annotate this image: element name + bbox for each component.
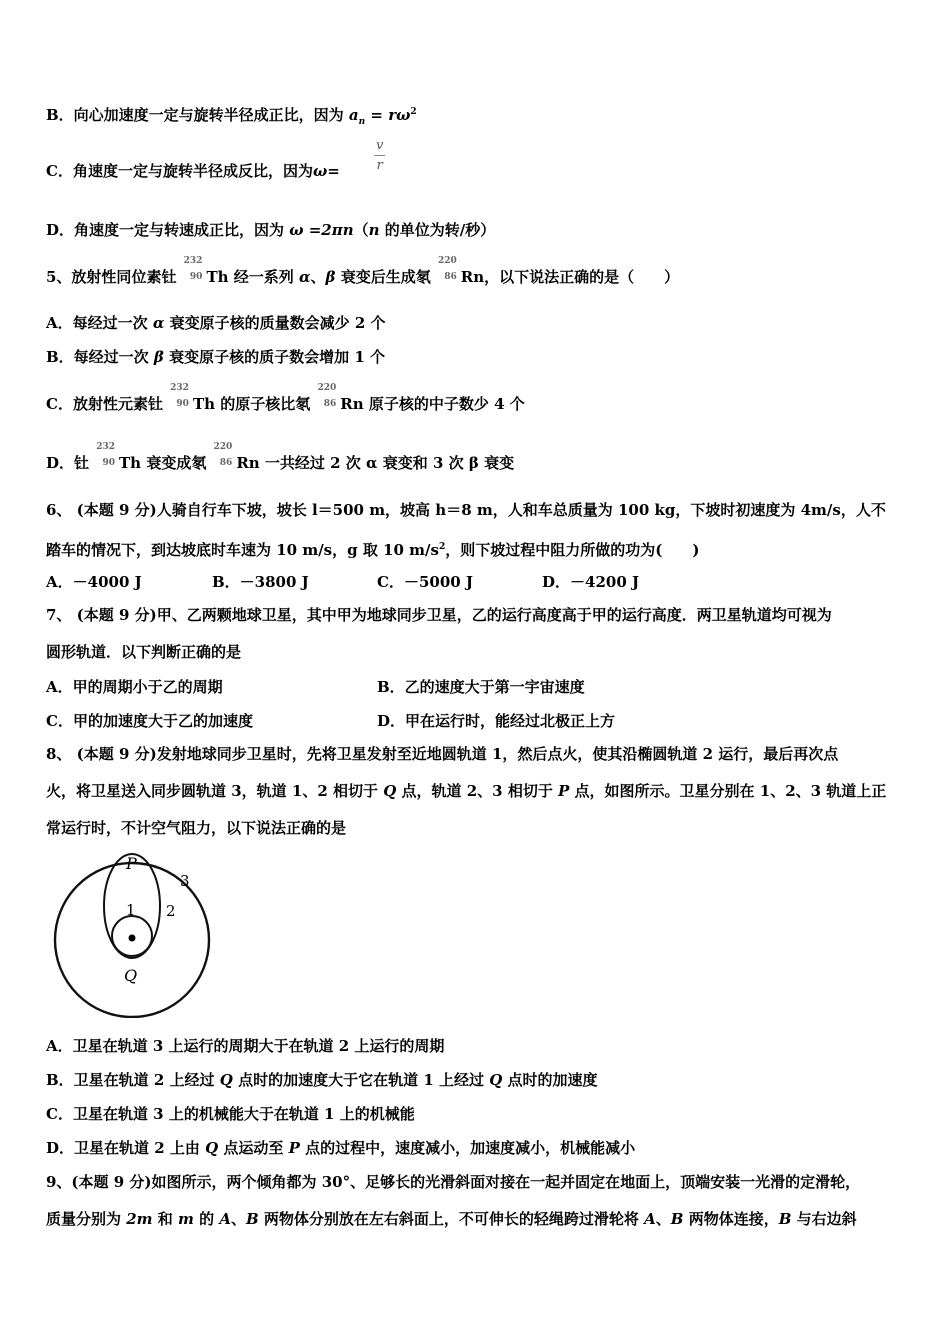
q5-alpha: α [298,268,311,286]
q4-d-text: D．角速度一定与转速成正比，因为 [46,221,290,239]
q8-b-q2: Q [489,1071,503,1089]
q5-d-mid: 衰变成氡 [141,454,207,472]
q4-option-d [46,220,495,240]
q5-b-sym: β [153,348,164,366]
q9-line2d: 、 [230,1210,246,1228]
q6-line2a: 踏车的情况下，到达坡底时车速为 10 m/s，g 取 10 m/s [46,541,439,559]
q4-d-paren: （ [353,221,369,239]
q9-line2 [46,1209,857,1229]
q8-d-pre: D．卫星在轨道 2 上由 [46,1139,206,1157]
q7-line2: 圆形轨道．以下判断正确的是 [46,643,242,661]
th-mass-c: 232 [170,383,189,393]
q6-option-d: D．－4200 J [542,573,640,591]
earth-dot [129,935,136,942]
q4-d-rest: 的单位为转/秒） [379,221,496,239]
q5-a-post: 衰变原子核的质量数会减少 2 个 [164,314,386,332]
q5-c-mid: 的原子核比氡 [215,395,311,413]
q9-b2: B [670,1210,684,1228]
q8-option-b [46,1070,598,1090]
q6-option-c: C．－5000 J [377,573,474,591]
q7-option-b: B．乙的速度大于第一宇宙速度 [377,678,585,696]
label-2: 2 [166,902,176,920]
q8-d-p: P [288,1139,300,1157]
q6-option-b: B．－3800 J [212,573,309,591]
q4-b-a: a [348,106,359,124]
q5-c-post: 原子核的中子数少 4 个 [363,395,525,413]
q5-d-pre: D．钍 [46,454,90,472]
q5-stem [46,256,680,288]
q4-c-frac-den: r [376,158,383,173]
rn-mass: 220 [437,256,457,266]
th-mass: 232 [183,256,203,266]
th-mass-d: 232 [96,442,116,452]
q8-d-q: Q [205,1139,219,1157]
q8-option-c: C．卫星在轨道 3 上的机械能大于在轨道 1 上的机械能 [46,1105,415,1123]
orbit-diagram [46,848,226,1018]
q7-option-a: A．甲的周期小于乙的周期 [46,678,223,696]
q5-stem-c: 衰变后生成氡 [335,268,431,286]
q9-line2e: 两物体分别放在左右斜面上，不可伸长的轻绳跨过滑轮将 [258,1210,645,1228]
rn-mass-d: 220 [213,442,233,452]
q5-option-d [46,442,515,474]
q8-p: P [558,782,570,800]
q4-b-text: B．向心加速度一定与旋转半径成正比，因为 [46,106,349,124]
rn-symbol-c: Rn [340,395,364,413]
q4-b-sub: n [358,117,366,127]
q6-line2 [46,537,699,560]
q9-2m: 2m [126,1210,153,1228]
th-symbol-c: Th [192,395,216,413]
th-isotope-c [163,383,193,415]
q4-d-n: n [368,221,380,239]
q5-stem-d: ，以下说法正确的是（ ） [484,268,680,286]
q8-line3: 常运行时，不计空气阻力，以下说法正确的是 [46,819,347,837]
th-isotope-d [89,442,119,474]
q8-line2b: 点，轨道 2、3 相切于 [396,782,559,800]
q4-b-eq: = [365,106,389,124]
q8-b-post: 点时的加速度 [502,1071,598,1089]
q9-line1: 9、(本题 9 分)如图所示，两个倾角都为 30°、足够长的光滑斜面对接在一起并固定在地面上，顶端安装一光滑的定滑轮， [46,1173,861,1191]
q9-line2a: 质量分别为 [46,1210,127,1228]
q9-a2: A [644,1210,656,1228]
q6-option-a: A．－4000 J [46,573,142,591]
q9-b1: B [245,1210,259,1228]
q6-sup: 2 [438,542,446,552]
label-p: P [126,854,137,873]
q5-b-pre: B．每经过一次 [46,348,154,366]
q8-line2 [46,781,886,801]
q7-line1: 7、 (本题 9 分)甲、乙两颗地球卫星，其中甲为地球同步卫星，乙的运行高度高于甲的运行高度．两卫星轨道均可视为 [46,606,832,624]
q5-a-sym: α [152,314,165,332]
q9-line2c: 的 [193,1210,220,1228]
q7-option-c: C．甲的加速度大于乙的加速度 [46,712,253,730]
th-symbol: Th [206,268,229,286]
rn-num: 86 [444,272,457,282]
rn-isotope-c [310,383,340,415]
q5-option-b [46,347,385,367]
q5-sep: 、 [310,268,326,286]
th-symbol-d: Th [119,454,142,472]
q8-line1: 8、 (本题 9 分)发射地球同步卫星时，先将卫星发射至近地圆轨道 1，然后点火，使其沿椭圆轨道 2 运行，最后再次点 [46,745,839,763]
q9-line2g: 与右边斜 [791,1210,857,1228]
q5-beta: β [325,268,336,286]
th-isotope [176,256,206,288]
q4-c-fraction [374,138,385,173]
q8-option-d [46,1138,635,1158]
q5-stem-b: 经一系列 [228,268,299,286]
q5-a-pre: A．每经过一次 [46,314,153,332]
q5-c-pre: C．放射性元素钍 [46,395,163,413]
q5-d-post: 一共经过 2 次 α 衰变和 3 次 β 衰变 [259,454,515,472]
rn-symbol-d: Rn [236,454,260,472]
q9-m: m [178,1210,194,1228]
th-num: 90 [189,272,203,282]
q8-b-pre: B．卫星在轨道 2 上经过 [46,1071,220,1089]
q6-line2b: ，则下坡过程中阻力所做的功为( ) [445,541,700,559]
q7-option-d: D．甲在运行时，能经过北极正上方 [377,712,616,730]
q5-option-a [46,313,386,333]
q8-d-mid: 点运动至 [218,1139,289,1157]
q4-option-c [46,161,340,181]
label-1: 1 [126,901,136,919]
q4-c-text: C．角速度一定与旋转半径成反比，因为 [46,162,313,180]
label-3: 3 [180,872,190,890]
rn-num-d: 86 [219,458,233,468]
q8-option-a: A．卫星在轨道 3 上运行的周期大于在轨道 2 上运行的周期 [46,1037,445,1055]
q9-line2f: 两物体连接， [683,1210,779,1228]
label-q: Q [124,966,138,985]
q4-c-omega: ω= [312,162,340,180]
q5-b-post: 衰变原子核的质子数会增加 1 个 [163,348,385,366]
rn-isotope-d [206,442,236,474]
q8-d-post: 点的过程中，速度减小，加速度减小，机械能减小 [299,1139,636,1157]
q6-line1: 6、 (本题 9 分)人骑自行车下坡，坡长 l＝500 m，坡高 h＝8 m，人和车总质量为 100 kg，下坡时初速度为 4m/s，人不 [46,501,886,519]
q8-b-mid: 点时的加速度大于它在轨道 1 上经过 [232,1071,490,1089]
q4-option-b [46,102,417,132]
rn-mass-c: 220 [317,383,337,393]
q9-line2b: 和 [152,1210,178,1228]
q4-b-r: rω [388,106,411,124]
th-num-c: 90 [176,399,189,409]
q8-q: Q [383,782,397,800]
q8-b-q1: Q [219,1071,233,1089]
q5-option-c [46,383,525,415]
q4-c-frac-num: v [374,138,385,156]
rn-symbol: Rn [460,268,485,286]
q4-d-formula: ω =2πn [289,221,354,239]
th-num-d: 90 [102,458,116,468]
q9-line2d-2: 、 [655,1210,671,1228]
q8-line2a: 火，将卫星送入同步圆轨道 3，轨道 1、2 相切于 [46,782,384,800]
q5-stem-a: 5、放射性同位素钍 [46,268,177,286]
q9-a1: A [219,1210,231,1228]
q8-line2c: 点，如图所示。卫星分别在 1、2、3 轨道上正 [569,782,887,800]
q9-b3: B [778,1210,792,1228]
rn-num-c: 86 [323,399,337,409]
q4-b-sup: 2 [410,107,417,117]
rn-isotope [431,256,461,288]
